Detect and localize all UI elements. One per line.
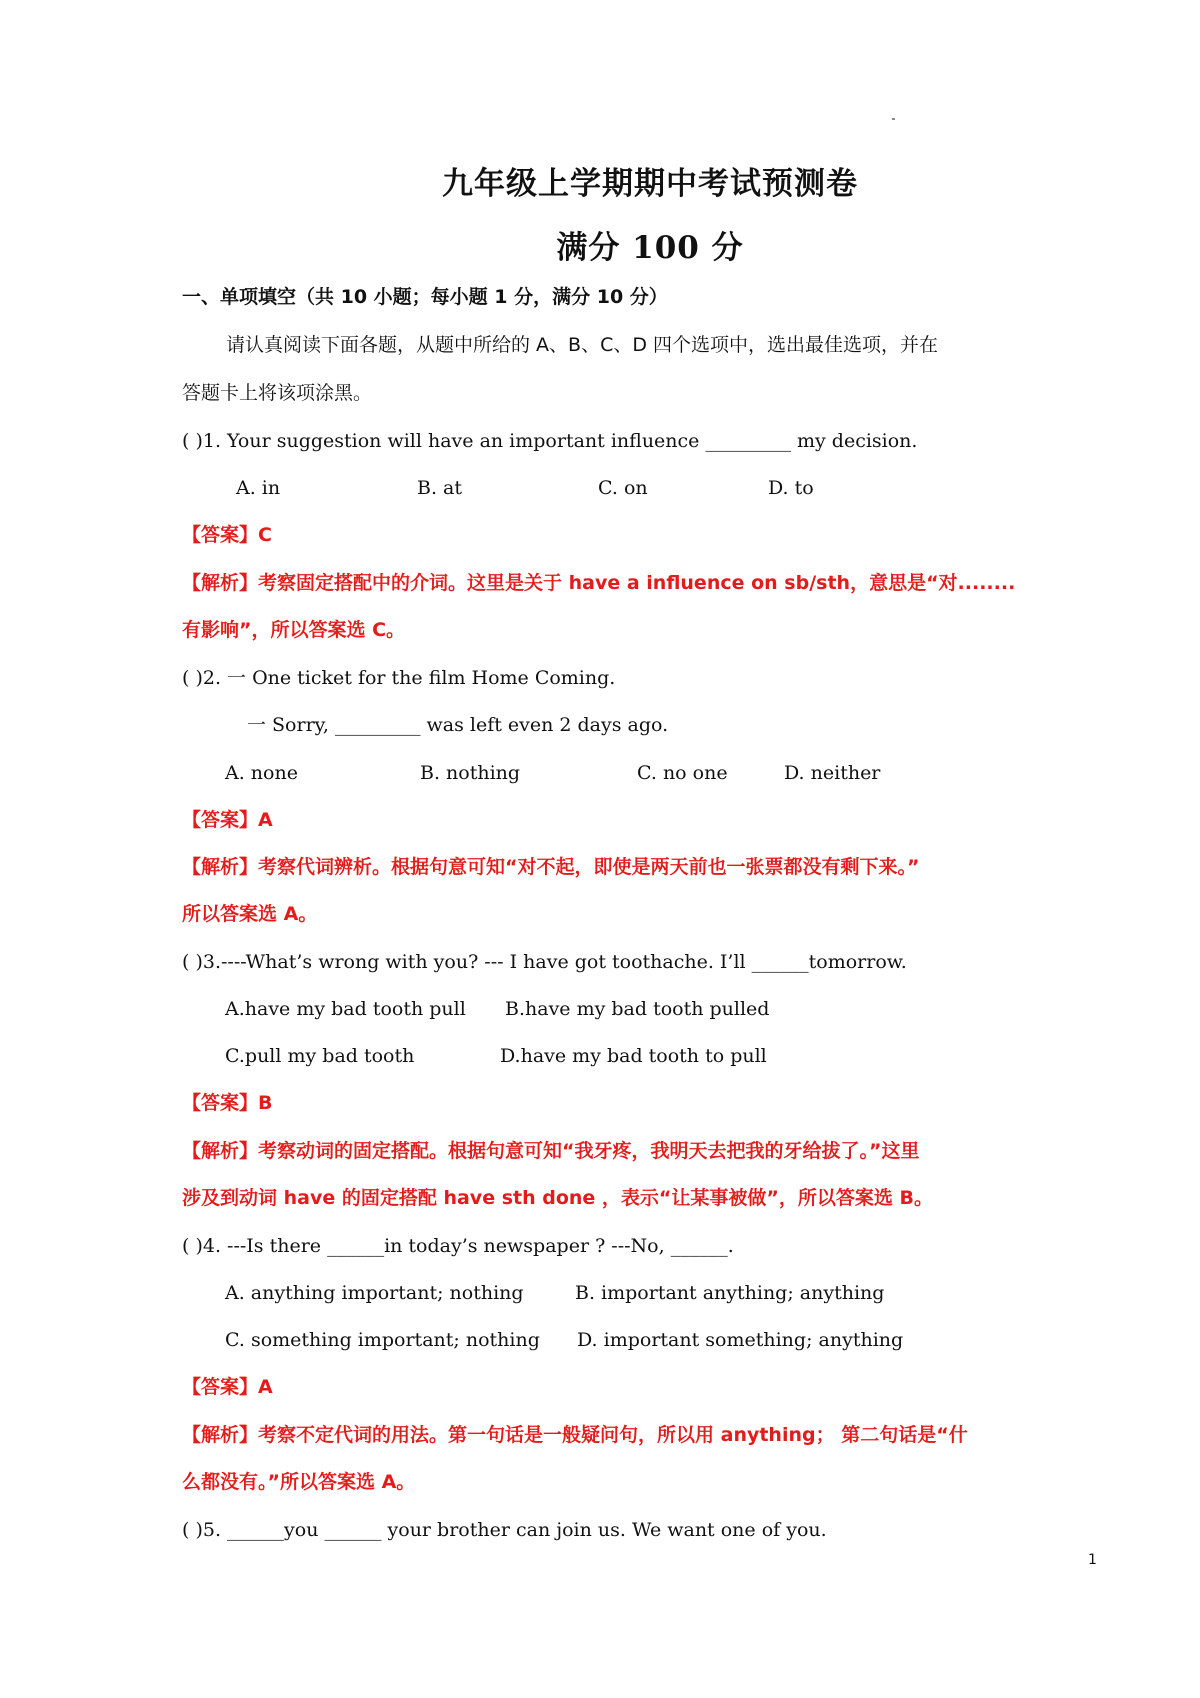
question-4-analysis-line-2: 么都没有。”所以答案选 A。 bbox=[182, 1471, 416, 1493]
section-heading: 一、单项填空（共 10 小题；每小题 1 分，满分 10 分） bbox=[182, 286, 668, 308]
question-3-option-c: C.pull my bad tooth bbox=[225, 1045, 415, 1067]
question-1-option-a: A. in bbox=[236, 477, 281, 499]
question-3-option-b: B.have my bad tooth pulled bbox=[505, 998, 770, 1020]
question-5-stem: ( )5. ______you ______ your brother can join us. We want one of you. bbox=[182, 1519, 827, 1541]
page-subtitle: 满分 100 分 bbox=[556, 230, 744, 266]
question-1-answer: 【答案】C bbox=[182, 524, 272, 546]
question-2-option-b: B. nothing bbox=[420, 762, 521, 784]
question-2-stem-line-2: 一 Sorry, _________ was left even 2 days ago. bbox=[247, 714, 669, 736]
question-1-option-b: B. at bbox=[417, 477, 463, 499]
question-2-stem: ( )2. 一 One ticket for the film Home Coming. bbox=[182, 667, 616, 689]
question-1-analysis-line-2: 有影响”，所以答案选 C。 bbox=[182, 619, 406, 641]
question-4-answer: 【答案】A bbox=[182, 1376, 273, 1398]
question-3-analysis-line-1: 【解析】考察动词的固定搭配。根据句意可知“我牙疼，我明天去把我的牙给拔了。”这里 bbox=[182, 1140, 920, 1162]
question-3-answer: 【答案】B bbox=[182, 1092, 273, 1114]
question-3-option-d: D.have my bad tooth to pull bbox=[500, 1045, 767, 1067]
question-1-analysis-line-1: 【解析】考察固定搭配中的介词。这里是关于 have a influence on sb/sth，意思是“对........ bbox=[182, 572, 1016, 594]
question-2-analysis-line-2: 所以答案选 A。 bbox=[182, 903, 318, 925]
question-4-option-c: C. something important; nothing bbox=[225, 1329, 540, 1351]
question-4-analysis-line-1: 【解析】考察不定代词的用法。第一句话是一般疑问句，所以用 anything； 第二句话是“什 bbox=[182, 1424, 968, 1446]
question-2-option-c: C. no one bbox=[637, 762, 728, 784]
question-3-stem: ( )3.----What’s wrong with you? --- I have got toothache. I’ll ______tomorrow. bbox=[182, 951, 907, 973]
question-1-option-d: D. to bbox=[768, 477, 814, 499]
question-2-answer: 【答案】A bbox=[182, 809, 273, 831]
question-2-analysis-line-1: 【解析】考察代词辨析。根据句意可知“对不起，即使是两天前也一张票都没有剩下来。” bbox=[182, 856, 920, 878]
page-title: 九年级上学期期中考试预测卷 bbox=[442, 166, 858, 202]
page-number: 1 bbox=[1088, 1552, 1097, 1568]
question-4-option-d: D. important something; anything bbox=[577, 1329, 904, 1351]
question-4-option-b: B. important anything; anything bbox=[575, 1282, 885, 1304]
question-1-option-c: C. on bbox=[598, 477, 648, 499]
question-2-option-d: D. neither bbox=[784, 762, 881, 784]
question-1-stem: ( )1. Your suggestion will have an important influence _________ my decision. bbox=[182, 430, 918, 452]
question-3-option-a: A.have my bad tooth pull bbox=[225, 998, 466, 1020]
instruction-line-2: 答题卡上将该项涂黑。 bbox=[182, 382, 373, 404]
question-4-stem: ( )4. ---Is there ______in today’s newspaper ? ---No, ______. bbox=[182, 1235, 734, 1257]
question-3-analysis-line-2: 涉及到动词 have 的固定搭配 have sth done ，表示“让某事被做”，所以答案选 B。 bbox=[182, 1187, 933, 1209]
question-4-option-a: A. anything important; nothing bbox=[225, 1282, 524, 1304]
question-2-option-a: A. none bbox=[225, 762, 298, 784]
scan-mark bbox=[892, 118, 895, 120]
instruction-line-1: 请认真阅读下面各题，从题中所给的 A、B、C、D 四个选项中，选出最佳选项，并在 bbox=[226, 334, 939, 356]
